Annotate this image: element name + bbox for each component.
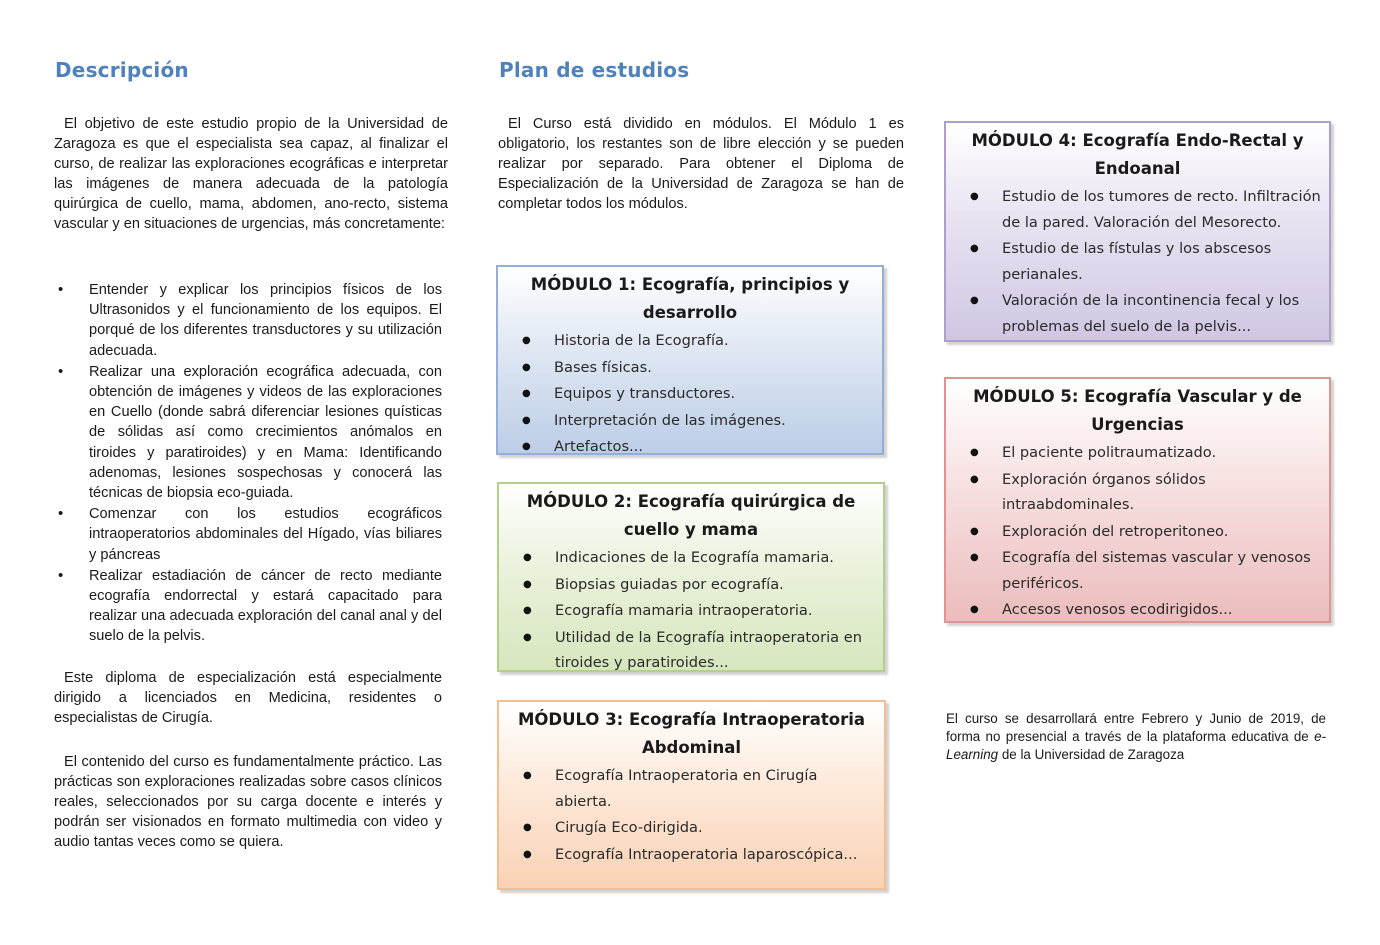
module-3-item: ● Cirugía Eco-dirigida. [505,815,878,841]
plan-intro: El Curso está dividido en módulos. El Módulo 1 es obligatorio, los restantes son de libre elección y se pueden realizar por separado. Para obtener el Diploma de Especialización de la Universidad de Zaragoza se han de completar todos los módulos. [498,116,904,212]
module-1-item: ● Historia de la Ecografía. [504,328,876,354]
descripcion-intro: El objetivo de este estudio propio de la Universidad de Zaragoza es que el especialista sea capaz, al finalizar el curso, de realizar las exploraciones ecográficas e interpretar las imágenes de manera adecuada de la patología quirúrgica de cuello, mama, abdomen, ano-recto, sistema vascular y en situaciones de urgencias, más concretamente: [54,116,448,232]
module-1-item: ● Artefactos... [504,434,876,460]
module-1-item: ● Bases físicas. [504,355,876,381]
module-5-box [944,377,1331,623]
module-3-box [497,700,886,890]
course-schedule-text: El curso se desarrollará entre Febrero y Junio de 2019, de forma no presencial a través de la plataforma educativa de [946,711,1326,744]
descripcion-bullet: • Realizar una exploración ecográfica adecuada, con obtención de imágenes y videos de las exploraciones en Cuello (donde sabrá diferenciar lesiones quísticas de sólidas así como crecimientos anómalos en tiroides y paratiroides) y en Mama: Identificando adenomas, lesiones sospechosas y conocerá las técnicas de biopsia eco-guiada. [54,362,442,503]
module-5-item: ● Ecografía del sistemas vascular y venosos periféricos. [952,545,1323,596]
descripcion-target-audience: Este diploma de especialización está especialmente dirigido a licenciados en Medicina, residentes o especialistas de Cirugía. [54,670,442,726]
module-2-box [497,482,885,672]
module-1-box [496,265,884,455]
descripcion-content-note: El contenido del curso es fundamentalmente práctico. Las prácticas son exploraciones realizadas sobre casos clínicos reales, seleccionados por su carga docente e interés y podrán ser visionados en formato multimedia con video y audio tantas veces como se quiera. [54,754,442,850]
module-4-title: MÓDULO 4: Ecografía Endo-Rectal y Endoanal [971,131,1304,178]
module-4-box [944,121,1331,342]
module-2-item: ● Biopsias guiadas por ecografía. [505,572,877,598]
module-2-item: ● Indicaciones de la Ecografía mamaria. [505,545,877,571]
module-5-item: ● Exploración órganos sólidos intraabdominales. [952,467,1323,518]
module-5-title: MÓDULO 5: Ecografía Vascular y de Urgencias [973,387,1302,434]
module-1-title: MÓDULO 1: Ecografía, principios y desarrollo [530,275,850,322]
elearning-emphasis: e-Learning [946,729,1326,762]
descripcion-bullet-list [54,280,442,648]
module-5-item: ● El paciente politraumatizado. [952,440,1323,466]
module-1-item: ● Equipos y transductores. [504,381,876,407]
module-4-item: ● Estudio de los tumores de recto. Infiltración de la pared. Valoración del Mesorecto. [952,184,1323,235]
module-5-item: ● Exploración del retroperitoneo. [952,519,1323,545]
descripcion-bullet: • Entender y explicar los principios físicos de los Ultrasonidos y el funcionamiento de los equipos. El porqué de los diferentes transductores y su utilización adecuada. [54,280,442,361]
module-5-item: ● Accesos venosos ecodirigidos... [952,597,1323,623]
module-2-title: MÓDULO 2: Ecografía quirúrgica de cuello y mama [526,492,856,539]
plan-heading: Plan de estudios [499,58,690,82]
descripcion-bullet: • Realizar estadiación de cáncer de recto mediante ecografía endorrectal y estará capacitado para realizar una adecuada exploración del canal anal y del suelo de la pelvis. [54,566,442,647]
course-schedule-text-end: de la Universidad de Zaragoza [998,747,1185,762]
module-3-item: ● Ecografía Intraoperatoria en Cirugía abierta. [505,763,878,814]
module-1-item: ● Interpretación de las imágenes. [504,408,876,434]
module-4-item: ● Valoración de la incontinencia fecal y los problemas del suelo de la pelvis... [952,288,1323,339]
course-schedule-note [946,710,1326,764]
module-3-item: ● Ecografía Intraoperatoria laparoscópica... [505,842,878,868]
module-3-title: MÓDULO 3: Ecografía Intraoperatoria Abdominal [517,710,866,757]
module-4-item: ● Estudio de las fístulas y los abscesos perianales. [952,236,1323,287]
descripcion-bullet: • Comenzar con los estudios ecográficos intraoperatorios abdominales del Hígado, vías biliares y páncreas [54,504,442,565]
module-2-item: ● Utilidad de la Ecografía intraoperatoria en tiroides y paratiroides... [505,625,877,676]
module-2-item: ● Ecografía mamaria intraoperatoria. [505,598,877,624]
descripcion-heading: Descripción [55,58,189,82]
